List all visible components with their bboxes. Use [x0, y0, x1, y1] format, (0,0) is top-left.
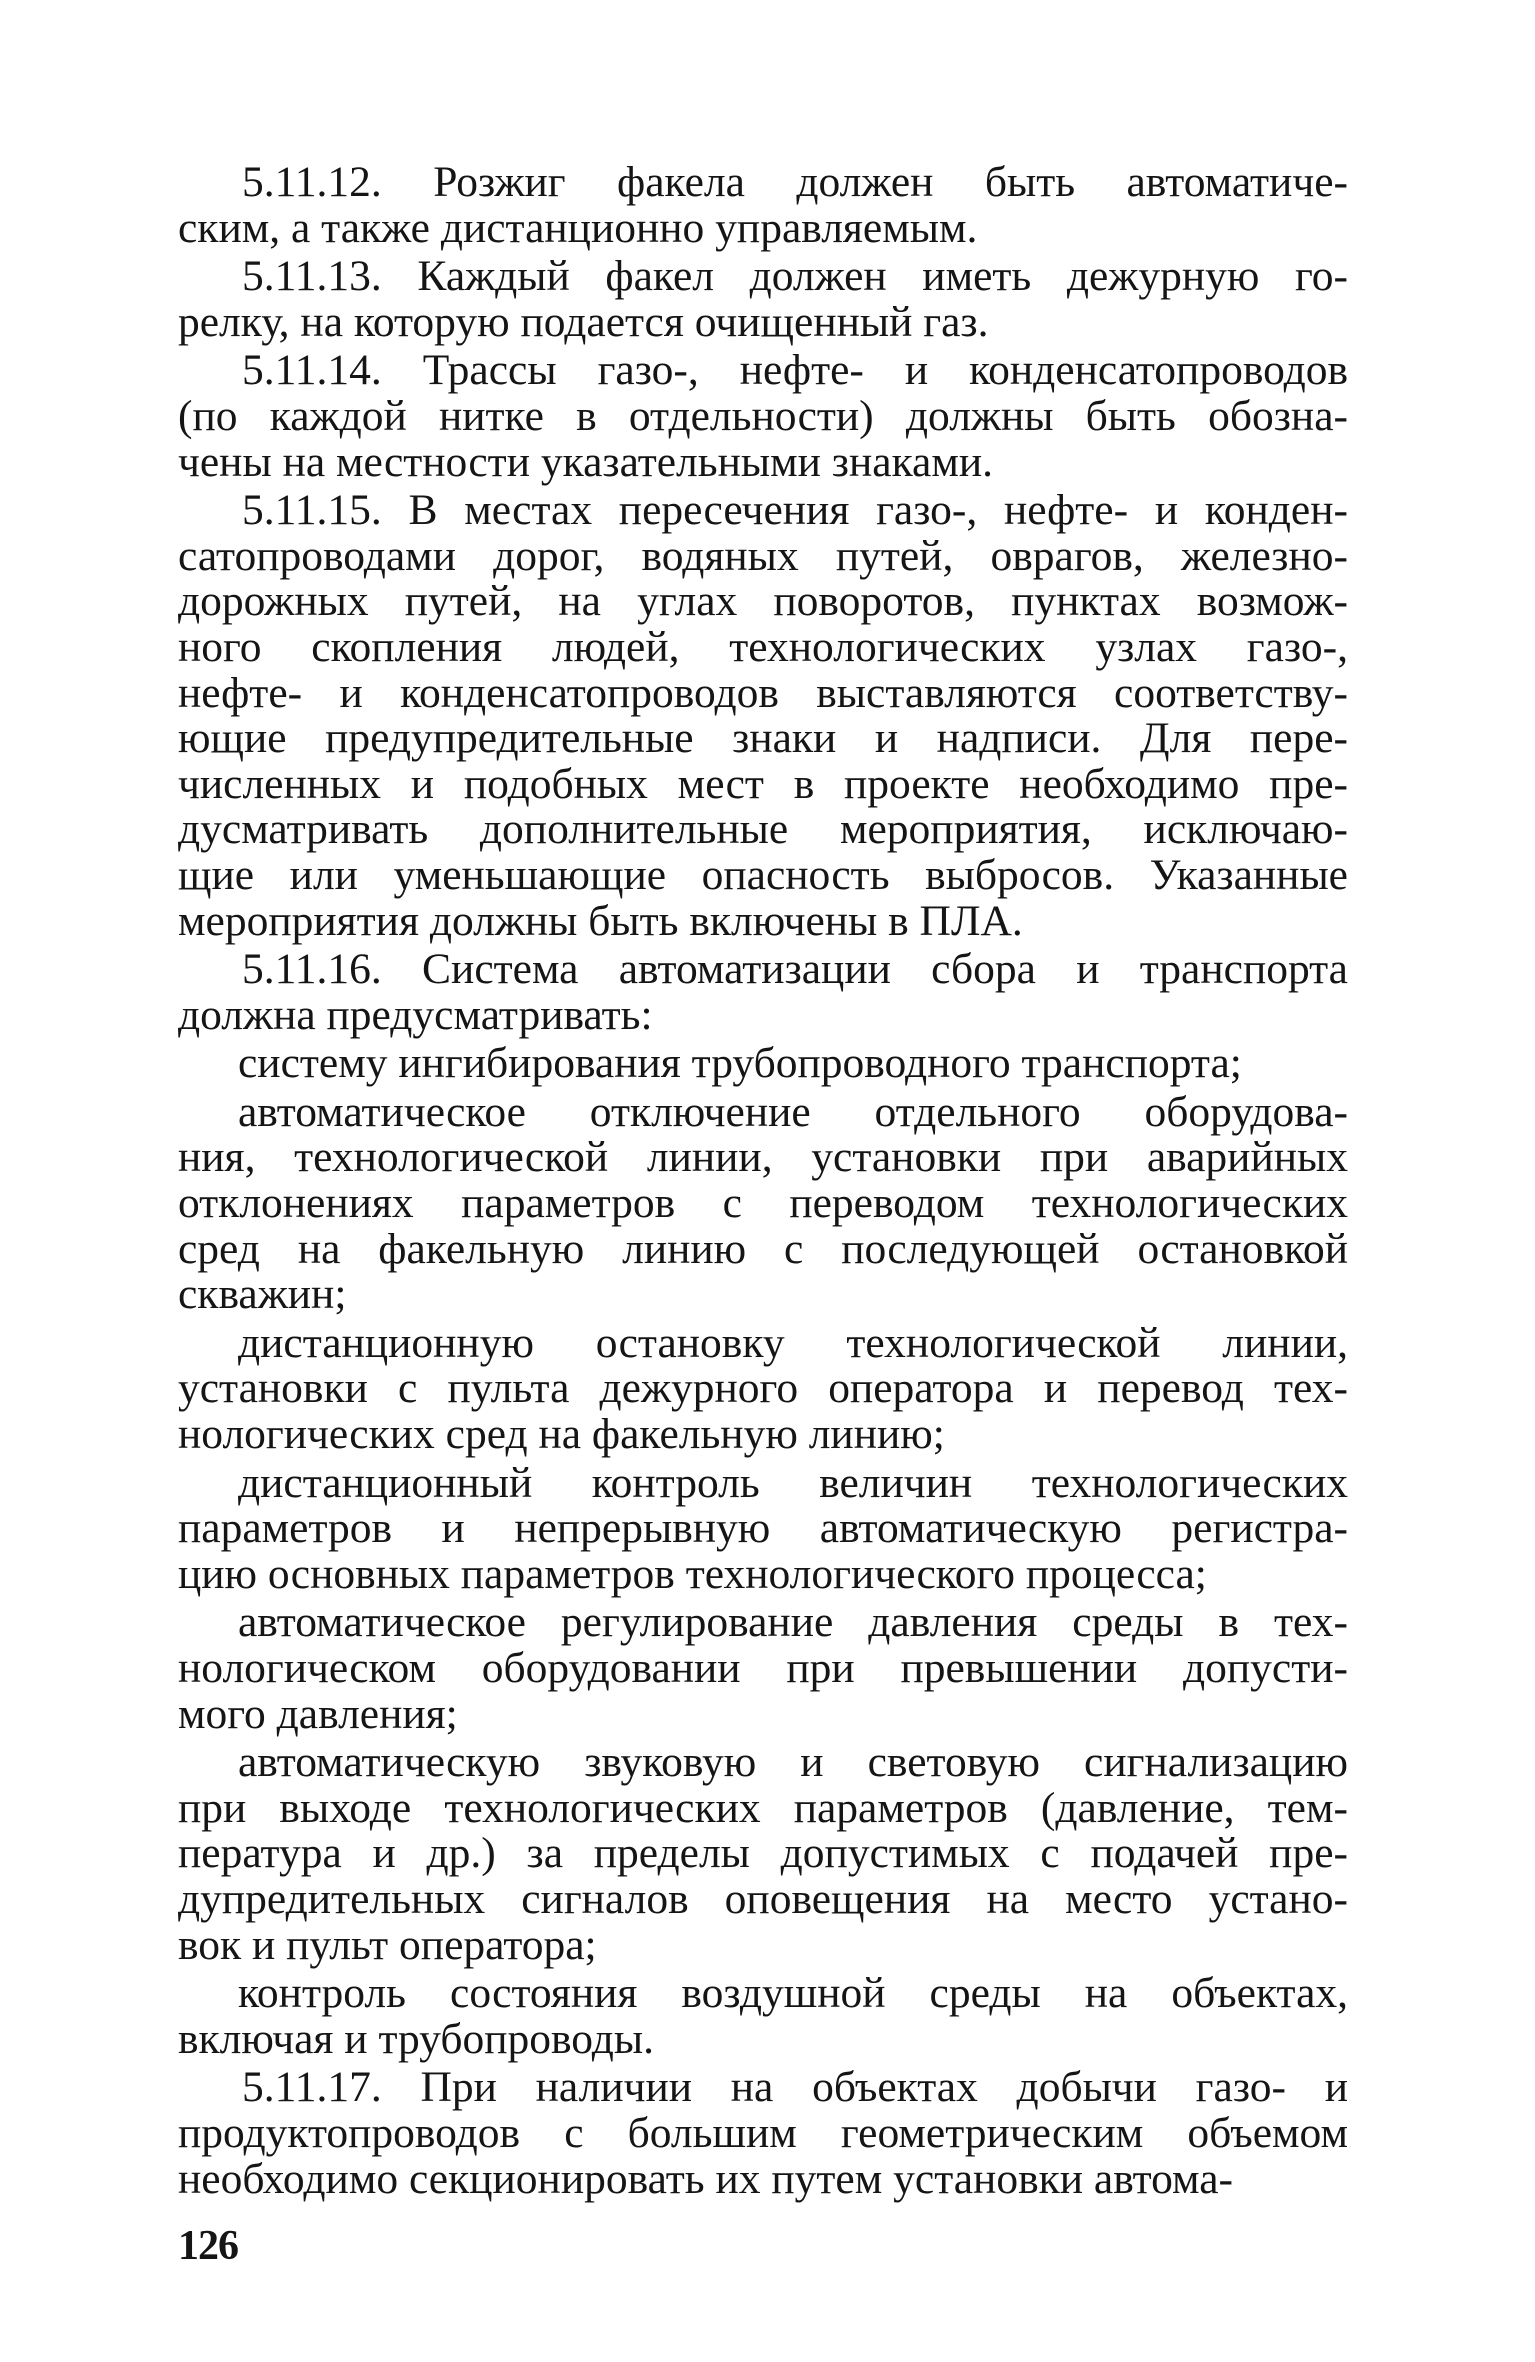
text-line: 5.11.13. Каждый факел должен иметь дежурную го-	[242, 252, 1348, 301]
text-line: автоматическое отключение отдельного оборудова-	[238, 1087, 1348, 1136]
list-item	[178, 1458, 1348, 1598]
text-line: автоматическую звуковую и световую сигнализацию	[238, 1738, 1348, 1787]
text-line: продуктопроводов с большим геометрическим объемом	[178, 2108, 1348, 2157]
list-item	[178, 1318, 1348, 1459]
text-line: скважин;	[178, 1270, 347, 1319]
text-line: отклонениях параметров с переводом технологических	[178, 1179, 1348, 1228]
text-line: при выходе технологических параметров (давление, тем-	[178, 1783, 1348, 1832]
text-line: мероприятия должны быть включены в ПЛА.	[178, 896, 1023, 945]
text-line: ния, технологической линии, установки при аварийных	[178, 1133, 1348, 1182]
text-line: включая и трубопроводы.	[178, 2014, 654, 2063]
text-line: сред на факельную линию с последующей остановкой	[178, 1224, 1348, 1273]
text-line: (по каждой нитке в отдельности) должны быть обозна-	[178, 391, 1348, 440]
text-line: пература и др.) за пределы допустимых с подачей пре-	[178, 1829, 1348, 1878]
page-number: 126	[178, 2223, 238, 2269]
text-line: релку, на которую подается очищенный газ.	[178, 297, 989, 346]
text-line: численных и подобных мест в проекте необходимо пре-	[178, 759, 1348, 808]
text-line: дистанционный контроль величин технологических	[238, 1458, 1348, 1507]
text-line: дупредительных сигналов оповещения на место устано-	[178, 1874, 1348, 1923]
text-line: систему ингибирования трубопроводного транспорта;	[238, 1039, 1242, 1088]
text-line: нологических сред на факельную линию;	[178, 1410, 945, 1459]
text-line: ющие предупредительные знаки и надписи. Для пере-	[178, 714, 1348, 763]
text-line: сатопроводами дорог, водяных путей, оврагов, железно-	[178, 531, 1348, 580]
text-line: 5.11.16. Система автоматизации сбора и транспорта	[242, 945, 1348, 994]
paragraph-5-11-12	[178, 160, 1348, 251]
text-line: щие или уменьшающие опасность выбросов. Указанные	[178, 850, 1348, 899]
paragraph-5-11-15	[178, 488, 1348, 944]
text-line: цию основных параметров технологического процесса;	[178, 1549, 1207, 1598]
list-item	[178, 1971, 1348, 2062]
paragraph-5-11-17	[178, 2065, 1348, 2202]
text-line: 5.11.17. При наличии на объектах добычи газо- и	[242, 2063, 1348, 2112]
text-line: 5.11.12. Розжиг факела должен быть автоматиче-	[242, 158, 1348, 206]
text-line: мого давления;	[178, 1689, 458, 1738]
text-line: ским, а также дистанционно управляемым.	[178, 203, 978, 252]
paragraph-5-11-16	[178, 947, 1348, 1038]
text-line: установки с пульта дежурного оператора и перевод тех-	[178, 1364, 1348, 1413]
text-line: нефте- и конденсатопроводов выставляются соответству-	[178, 668, 1348, 717]
text-line: вок и пульт оператора;	[178, 1920, 597, 1969]
text-line: чены на местности указательными знаками.	[178, 437, 994, 486]
text-line: дорожных путей, на углах поворотов, пунктах возмож-	[178, 577, 1348, 626]
paragraph-5-11-13	[178, 254, 1348, 345]
text-line: должна предусматривать:	[178, 990, 653, 1039]
text-line: ного скопления людей, технологических узлах газо-,	[178, 622, 1348, 671]
text-line: 5.11.14. Трассы газо-, нефте- и конденсатопроводов	[242, 346, 1348, 395]
text-line: контроль состояния воздушной среды на объектах,	[238, 1969, 1348, 2018]
text-line: нологическом оборудовании при превышении допусти-	[178, 1644, 1348, 1692]
text-line: 5.11.15. В местах пересечения газо-, нефте- и конден-	[242, 486, 1348, 535]
paragraph-5-11-14	[178, 348, 1348, 485]
document-body	[178, 160, 1348, 2205]
text-line: автоматическое регулирование давления среды в тех-	[238, 1598, 1348, 1647]
text-line: дусматривать дополнительные мероприятия, исключаю-	[178, 805, 1348, 854]
list-item	[178, 1041, 1348, 1087]
document-page	[178, 160, 1348, 2205]
list-item	[178, 1087, 1348, 1319]
text-line: дистанционную остановку технологической линии,	[238, 1318, 1348, 1367]
list-item	[178, 1740, 1348, 1968]
text-line: необходимо секционировать их путем установки автома-	[178, 2154, 1234, 2203]
text-line: параметров и непрерывную автоматическую регистра-	[178, 1504, 1348, 1553]
list-item	[178, 1600, 1348, 1737]
